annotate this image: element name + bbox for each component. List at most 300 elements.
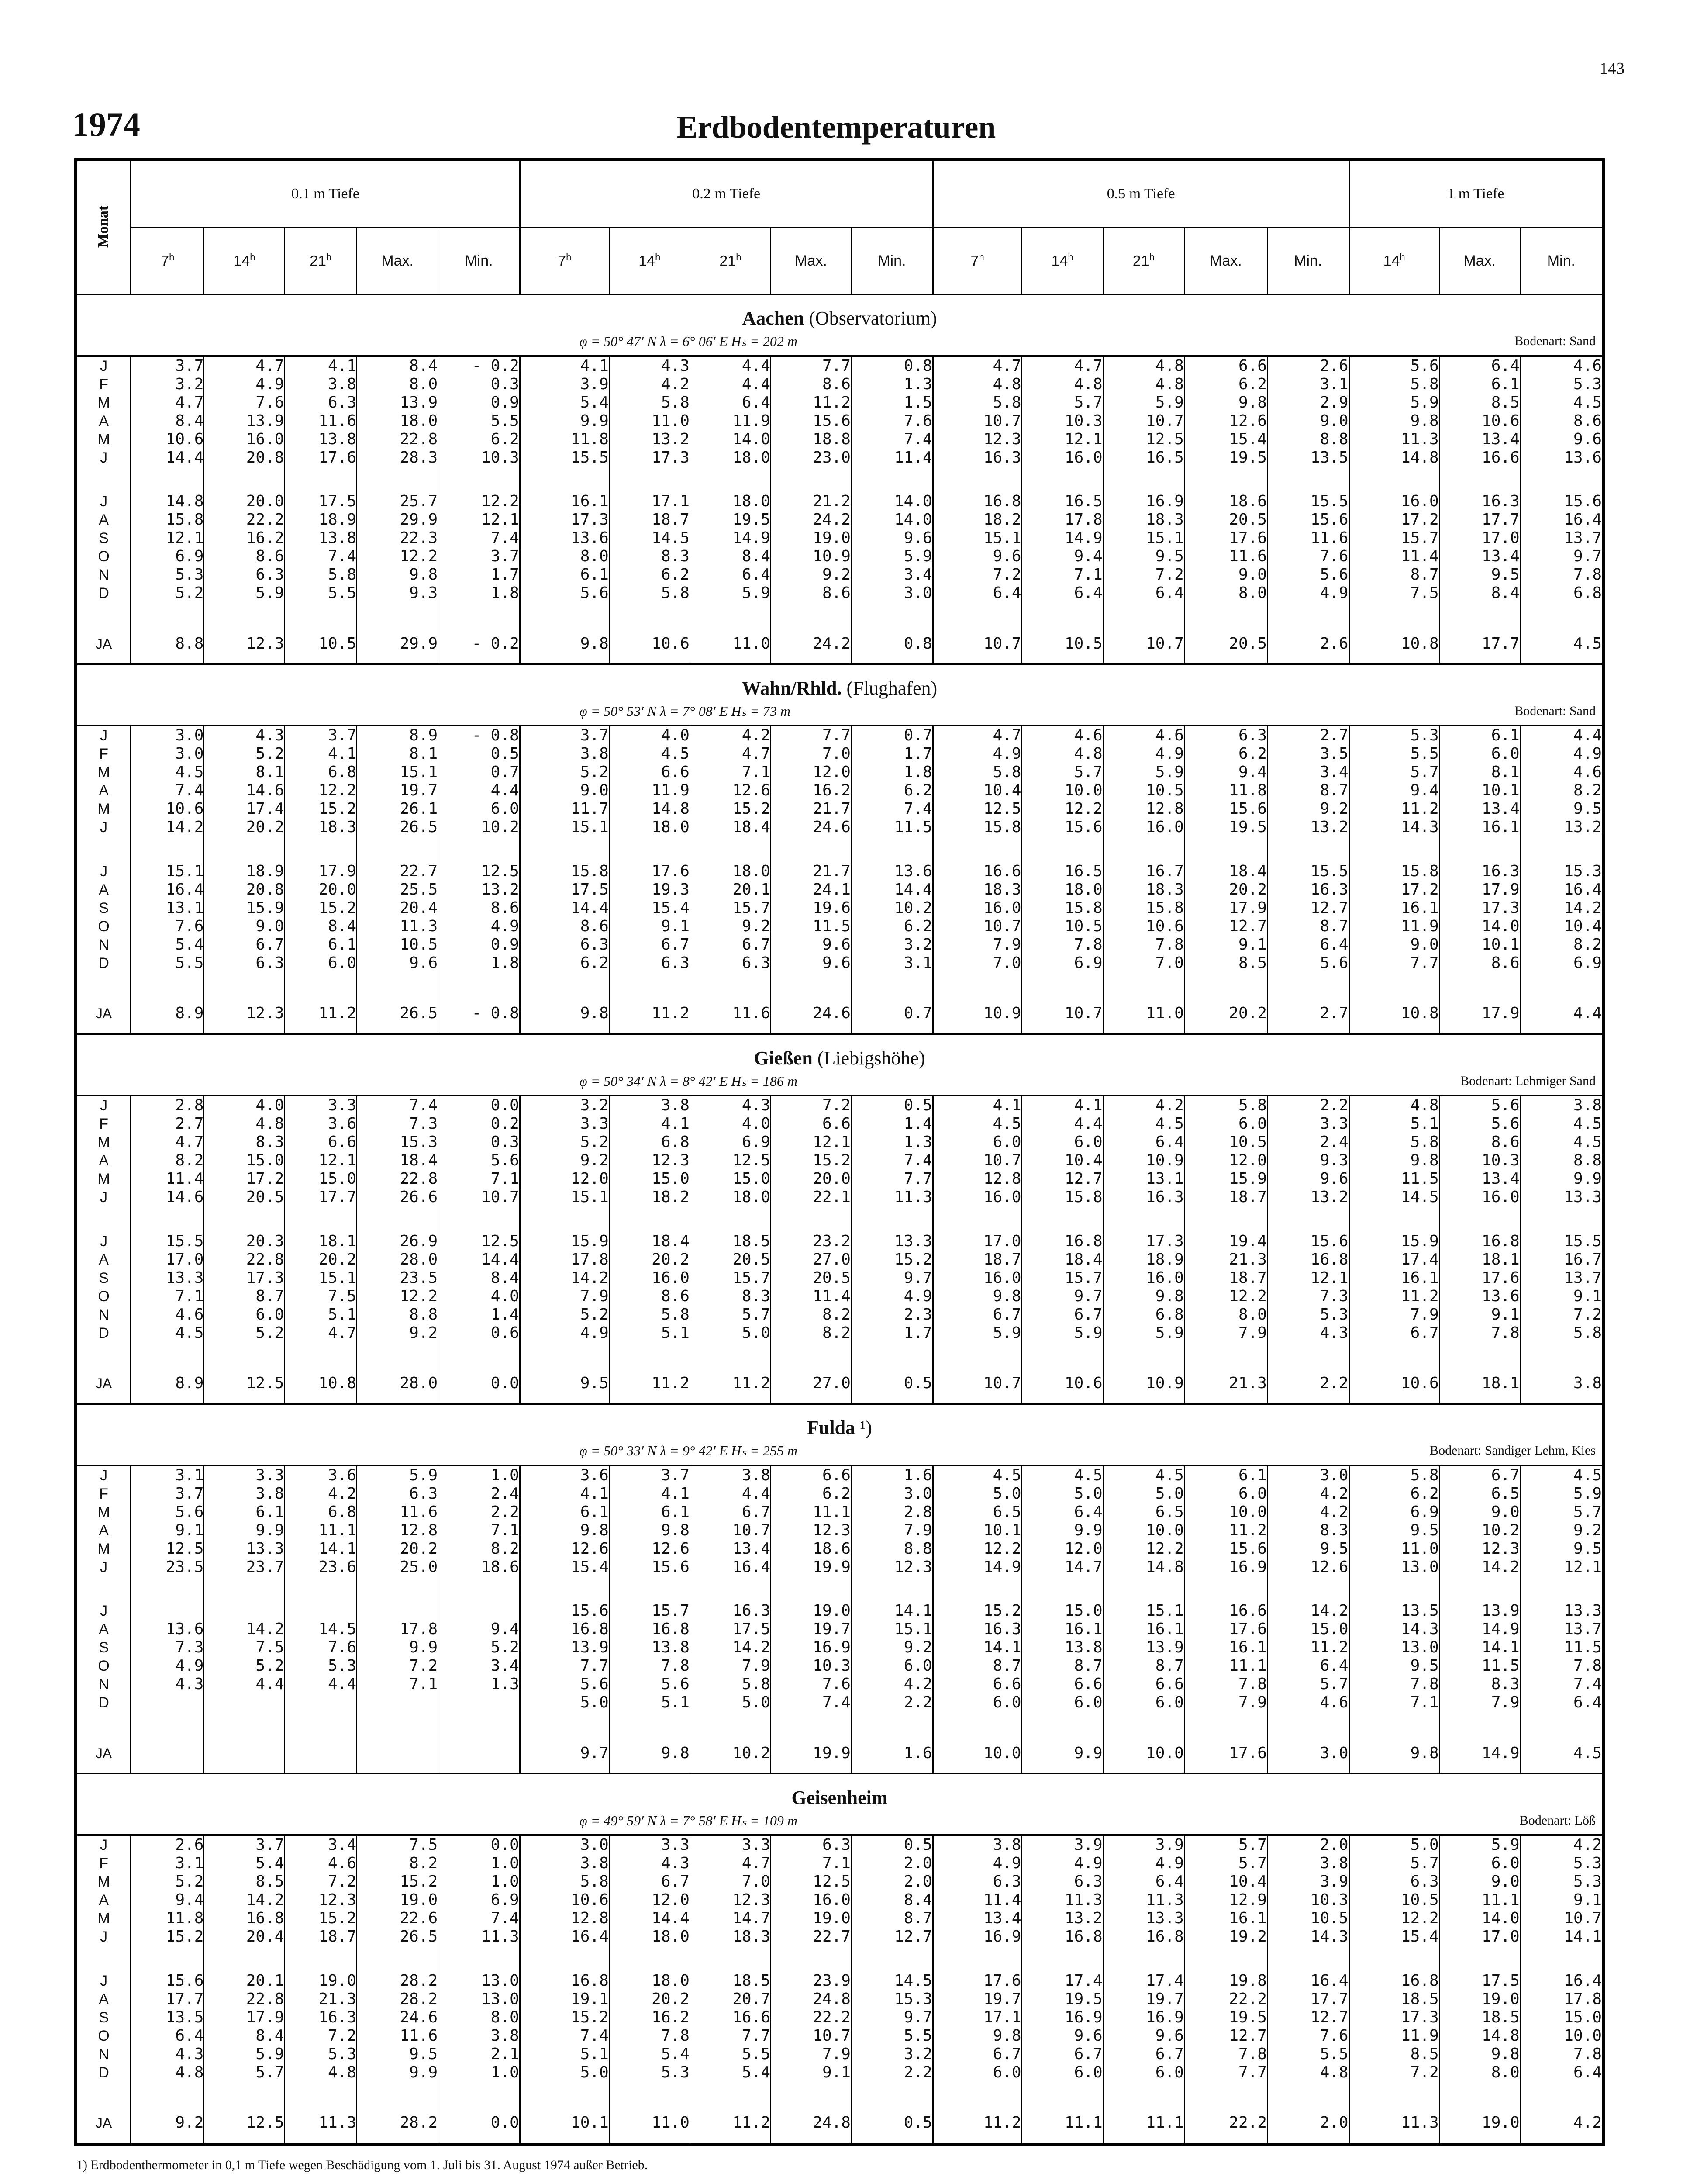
temperature-values: 4.4 4.9 4.6 8.2 9.5 13.2 [1520,726,1602,862]
annual-value: 0.8 [851,624,933,664]
temperature-values: 4.7 4.8 5.7 10.3 12.1 16.0 [1022,356,1103,493]
temperature-values: 3.9 4.9 6.3 11.3 13.2 16.8 [1022,1835,1103,1972]
temperature-values: 7.5 8.2 15.2 19.0 22.6 26.5 [357,1835,438,1972]
temperature-values: 5.3 5.5 5.7 9.4 11.2 14.3 [1349,726,1439,862]
annual-value: 10.6 [1022,1364,1103,1404]
temperature-values: 4.5 5.9 5.7 9.2 9.5 12.1 [1520,1465,1602,1602]
temperature-values: 12.5 14.4 8.4 4.0 1.4 0.6 [438,1232,520,1364]
temperature-values: 17.9 20.0 15.2 8.4 6.1 6.0 [284,862,357,994]
temperature-values: 16.3 17.9 17.3 14.0 10.1 8.6 [1439,862,1520,994]
temperature-values: 18.0 19.5 14.9 8.4 6.4 5.9 [690,492,771,624]
station-header-row [77,1404,1602,1439]
annual-value: 10.7 [1022,994,1103,1034]
annual-value: 11.2 [609,994,690,1034]
annual-value: 0.0 [438,1364,520,1404]
temperature-values: 2.0 3.8 3.9 10.3 10.5 14.3 [1267,1835,1349,1972]
month-labels: J F M A M J [77,1465,131,1602]
temperature-values: 15.1 16.1 13.9 8.7 6.6 6.0 [1103,1602,1184,1734]
temperature-values: 6.3 7.1 12.5 16.0 19.0 22.7 [771,1835,851,1972]
month-labels: J F M A M J [77,1835,131,1972]
temperature-values: 5.6 5.8 5.9 9.8 11.3 14.8 [1349,356,1439,493]
station-coords-row [77,329,1602,356]
station-name-suffix: (Flughafen) [846,677,938,699]
station-coordinates: φ = 50° 47′ N λ = 6° 06′ E Hₛ = 202 m [579,333,797,349]
station-name-suffix: (Observatorium) [809,308,937,329]
annual-value: 0.5 [851,1364,933,1404]
temperature-values: 3.3 4.3 6.7 12.0 14.4 18.0 [609,1835,690,1972]
temperature-values: 4.6 5.3 4.5 8.6 9.6 13.6 [1520,356,1602,493]
footnote: 1) Erdbodenthermometer in 0,1 m Tiefe wegen Beschädigung vom 1. Juli bis 31. August 1974 außer Betrieb. [76,2158,648,2172]
annual-value: 8.8 [131,624,204,664]
temperature-values: 15.6 16.8 12.1 7.3 5.3 4.3 [1267,1232,1349,1364]
station-header-row [77,294,1602,329]
month-labels: J A S O N D [77,1232,131,1364]
temperature-values: 1.6 3.0 2.8 7.9 8.8 12.3 [851,1465,933,1602]
temperature-values: 21.7 24.1 19.6 11.5 9.6 9.6 [771,862,851,994]
annual-value: 9.5 [520,1364,609,1404]
temperature-values: 9.4 5.2 3.4 1.3 [438,1602,520,1734]
column-header-min: Min. [851,228,933,295]
temperature-values: 20.0 22.2 16.2 8.6 6.3 5.9 [204,492,284,624]
column-header-hour: 21$^h$ [284,228,357,295]
months-jan-jun-row [77,1465,1602,1602]
annual-value: 21.3 [1184,1364,1267,1404]
soil-type: Bodenart: Lehmiger Sand [1460,1073,1596,1088]
temperature-values: 3.3 4.7 7.0 12.3 14.7 18.3 [690,1835,771,1972]
annual-value: 18.1 [1439,1364,1520,1404]
annual-value: 29.9 [357,624,438,664]
annual-label: JA [77,994,131,1034]
annual-label: JA [77,1364,131,1404]
station-coords-row [77,1809,1602,1835]
annual-value: 22.2 [1184,2103,1267,2143]
temperature-values: 5.8 6.2 6.9 9.5 11.0 13.0 [1349,1465,1439,1602]
annual-value: 12.3 [204,624,284,664]
temperature-values: 16.5 18.0 15.8 10.5 7.8 6.9 [1022,862,1103,994]
annual-value: 11.1 [1022,2103,1103,2143]
annual-value: 0.7 [851,994,933,1034]
temperature-values: 17.8 9.9 7.2 7.1 [357,1602,438,1734]
temperature-values: 4.2 5.3 5.3 9.1 10.7 14.1 [1520,1835,1602,1972]
temperature-values: 25.7 29.9 22.3 12.2 9.8 9.3 [357,492,438,624]
annual-value: 10.0 [1103,1734,1184,1774]
temperature-values: 3.7 4.1 6.8 12.2 15.2 18.3 [284,726,357,862]
temperature-values: 3.0 4.2 4.2 8.3 9.5 12.6 [1267,1465,1349,1602]
temperature-values: 14.2 7.5 5.2 4.4 [204,1602,284,1734]
temperature-values: 19.0 19.7 16.9 10.3 7.6 7.4 [771,1602,851,1734]
annual-value: 9.7 [520,1734,609,1774]
column-header-max: Max. [1184,228,1267,295]
temperature-values: 4.5 5.0 6.4 9.9 12.0 14.7 [1022,1465,1103,1602]
annual-value [204,1734,284,1774]
temperature-values: 16.4 17.7 12.7 7.6 5.5 4.8 [1267,1972,1349,2104]
annual-value: 11.0 [609,2103,690,2143]
temperature-values: 3.6 4.2 6.8 11.1 14.1 23.6 [284,1465,357,1602]
temperature-values: 13.6 7.3 4.9 4.3 [131,1602,204,1734]
page-number: 143 [1600,59,1624,78]
temperature-values: 15.5 16.3 12.7 8.7 6.4 5.6 [1267,862,1349,994]
temperature-table-frame [74,158,1605,2146]
temperature-values: 6.4 6.1 8.5 10.6 13.4 16.6 [1439,356,1520,493]
station-name-text: Fulda [807,1417,855,1439]
depth-header-1m: 1 m Tiefe [1349,161,1602,228]
temperature-values: 16.0 17.2 15.7 11.4 8.7 7.5 [1349,492,1439,624]
temperature-values: 2.7 3.5 3.4 8.7 9.2 13.2 [1267,726,1349,862]
temperature-values: 4.7 4.9 5.8 10.4 12.5 15.8 [933,726,1021,862]
depth-header-0-1m: 0.1 m Tiefe [131,161,520,228]
temperature-values: 17.5 18.9 13.8 7.4 5.8 5.5 [284,492,357,624]
month-labels: J A S O N D [77,862,131,994]
month-labels: J F M A M J [77,356,131,493]
annual-value: 28.0 [357,1364,438,1404]
annual-value: 10.8 [284,1364,357,1404]
temperature-values: 18.5 20.7 16.6 7.7 5.5 5.4 [690,1972,771,2104]
temperature-values: 18.4 20.2 17.9 12.7 9.1 8.5 [1184,862,1267,994]
temperature-values: 16.5 17.8 14.9 9.4 7.1 6.4 [1022,492,1103,624]
temperature-values: 16.8 18.4 15.7 9.7 6.7 5.9 [1022,1232,1103,1364]
temperature-values: 3.7 5.4 8.5 14.2 16.8 20.4 [204,1835,284,1972]
months-jan-jun-row [77,726,1602,862]
annual-value: 11.2 [690,2103,771,2143]
soil-type: Bodenart: Sandiger Lehm, Kies [1430,1443,1596,1458]
annual-value: 12.3 [204,994,284,1034]
months-jan-jun-row [77,1835,1602,1972]
station-name-suffix: (Liebigshöhe) [817,1047,925,1069]
annual-value [357,1734,438,1774]
annual-value: 9.8 [520,994,609,1034]
station-coordinates: φ = 50° 33′ N λ = 9° 42′ E Hₛ = 255 m [579,1443,797,1459]
station-name [77,1773,1602,1808]
temperature-values: 16.8 18.2 15.1 9.6 7.2 6.4 [933,492,1021,624]
temperature-values: 18.4 20.2 16.0 8.6 5.8 5.1 [609,1232,690,1364]
temperature-values: 23.2 27.0 20.5 11.4 8.2 8.2 [771,1232,851,1364]
annual-value: 27.0 [771,1364,851,1404]
temperature-values: 0.7 1.7 1.8 6.2 7.4 11.5 [851,726,933,862]
temperature-values: 13.9 14.9 14.1 11.5 8.3 7.9 [1439,1602,1520,1734]
annual-value: 10.6 [609,624,690,664]
temperature-values: 0.5 1.4 1.3 7.4 7.7 11.3 [851,1095,933,1232]
annual-value: 10.5 [1022,624,1103,664]
station-coordinates: φ = 50° 53′ N λ = 7° 08′ E Hₛ = 73 m [579,703,790,719]
annual-value: 2.0 [1267,2103,1349,2143]
temperature-values: 4.7 4.9 7.6 13.9 16.0 20.8 [204,356,284,493]
station-name-text: Wahn/Rhld. [742,677,842,699]
temperature-values: 4.5 5.0 6.5 10.0 12.2 14.8 [1103,1465,1184,1602]
annual-value: 17.7 [1439,624,1520,664]
annual-value: 11.0 [1103,994,1184,1034]
temperature-values: 2.6 3.1 5.2 9.4 11.8 15.2 [131,1835,204,1972]
temperature-values: 5.0 5.7 6.3 10.5 12.2 15.4 [1349,1835,1439,1972]
temperature-values: 4.7 4.8 5.8 10.7 12.3 16.3 [933,356,1021,493]
temperature-values: 15.8 17.5 14.4 8.6 6.3 6.2 [520,862,609,994]
annual-value: 3.8 [1520,1364,1602,1404]
annual-value: 2.2 [1267,1364,1349,1404]
station-coords-row [77,1069,1602,1095]
temperature-values: 3.8 4.5 4.5 8.8 9.9 13.3 [1520,1095,1602,1232]
months-jul-dec-row [77,862,1602,994]
annual-value: 2.6 [1267,624,1349,664]
annual-value: 14.9 [1439,1734,1520,1774]
annual-value: 11.1 [1103,2103,1184,2143]
temperature-values: 3.7 3.8 5.2 9.0 11.7 15.1 [520,726,609,862]
temperature-values: 18.0 20.1 15.7 9.2 6.7 6.3 [690,862,771,994]
temperature-values: 3.8 4.1 6.8 12.3 15.0 18.2 [609,1095,690,1232]
station-name [77,664,1602,699]
temperature-values: 4.2 4.5 6.4 10.9 13.1 16.3 [1103,1095,1184,1232]
temperature-values: 4.4 4.4 6.4 11.9 14.0 18.0 [690,356,771,493]
column-header-hour: 14$^h$ [204,228,284,295]
month-labels: J F M A M J [77,726,131,862]
column-header-row [77,228,1602,295]
temperature-values: 14.5 15.3 9.7 5.5 3.2 2.2 [851,1972,933,2104]
temperature-values: 20.3 22.8 17.3 8.7 6.0 5.2 [204,1232,284,1364]
annual-value: 3.0 [1267,1734,1349,1774]
temperature-values: 3.8 4.9 6.3 11.4 13.4 16.9 [933,1835,1021,1972]
temperature-values: 4.3 4.2 5.8 11.0 13.2 17.3 [609,356,690,493]
months-jul-dec-row [77,1232,1602,1364]
temperature-values: 4.8 5.1 5.8 9.8 11.5 14.5 [1349,1095,1439,1232]
annual-value [131,1734,204,1774]
station-coords-row [77,1439,1602,1465]
column-header-hour: 14$^h$ [1349,228,1439,295]
temperature-values: 18.9 20.8 15.9 9.0 6.7 6.3 [204,862,284,994]
temperature-values: 18.0 20.2 16.2 7.8 5.4 5.3 [609,1972,690,2104]
annual-value: 24.6 [771,994,851,1034]
temperature-values: - 0.2 0.3 0.9 5.5 6.2 10.3 [438,356,520,493]
temperature-table [77,161,1602,2143]
station-name [77,1034,1602,1069]
annual-summary-row [77,1734,1602,1774]
temperature-values: 3.7 4.1 6.1 9.8 12.6 15.6 [609,1465,690,1602]
temperature-values: 15.7 16.8 13.8 7.8 5.6 5.1 [609,1602,690,1734]
months-jul-dec-row [77,1602,1602,1734]
temperature-values: 0.8 1.3 1.5 7.6 7.4 11.4 [851,356,933,493]
temperature-values: 15.9 17.8 14.2 7.9 5.2 4.9 [520,1232,609,1364]
temperature-values: 23.9 24.8 22.2 10.7 7.9 9.1 [771,1972,851,2104]
temperature-values: 8.9 8.1 15.1 19.7 26.1 26.5 [357,726,438,862]
temperature-values: 15.5 17.0 13.3 7.1 4.6 4.5 [131,1232,204,1364]
temperature-values: 0.5 2.0 2.0 8.4 8.7 12.7 [851,1835,933,1972]
annual-value: 9.8 [1349,1734,1439,1774]
station-name [77,294,1602,329]
annual-value: 10.7 [1103,624,1184,664]
annual-value: 11.2 [690,1364,771,1404]
temperature-values: 18.6 20.5 17.6 11.6 9.0 8.0 [1184,492,1267,624]
temperature-values: 20.1 22.8 17.9 8.4 5.9 5.7 [204,1972,284,2104]
station-name-suffix: ¹) [860,1417,872,1439]
annual-value: 11.0 [690,624,771,664]
annual-value: 8.9 [131,994,204,1034]
column-header-min: Min. [438,228,520,295]
temperature-values: 17.6 19.3 15.4 9.1 6.7 6.3 [609,862,690,994]
annual-value: 10.9 [1103,1364,1184,1404]
annual-value: 11.6 [690,994,771,1034]
temperature-values: 13.3 13.7 11.5 7.8 7.4 6.4 [1520,1602,1602,1734]
annual-value: 10.7 [933,1364,1021,1404]
station-name [77,1404,1602,1439]
station-coordinates: φ = 49° 59′ N λ = 7° 58′ E Hₛ = 109 m [579,1812,797,1828]
station-coordinates: φ = 50° 34′ N λ = 8° 42′ E Hₛ = 186 m [579,1073,797,1089]
temperature-values: 4.0 4.8 8.3 15.0 17.2 20.5 [204,1095,284,1232]
temperature-values: 13.0 13.0 8.0 3.8 2.1 1.0 [438,1972,520,2104]
station-name-text: Gießen [754,1047,813,1069]
temperature-values: 6.6 6.2 9.8 12.6 15.4 19.5 [1184,356,1267,493]
annual-value: 10.8 [1349,624,1439,664]
temperature-values: 14.0 14.0 9.6 5.9 3.4 3.0 [851,492,933,624]
annual-summary-row [77,994,1602,1034]
temperature-values: 3.7 3.2 4.7 8.4 10.6 14.4 [131,356,204,493]
column-header-hour: 14$^h$ [609,228,690,295]
temperature-values: 14.2 15.0 11.2 6.4 5.7 4.6 [1267,1602,1349,1734]
column-header-max: Max. [771,228,851,295]
column-header-hour: 7$^h$ [520,228,609,295]
temperature-values: 3.2 3.3 5.2 9.2 12.0 15.1 [520,1095,609,1232]
annual-value: 0.5 [851,2103,933,2143]
annual-value: - 0.8 [438,994,520,1034]
temperature-values: 6.6 6.2 11.1 12.3 18.6 19.9 [771,1465,851,1602]
temperature-values: 13.6 14.4 10.2 6.2 3.2 3.1 [851,862,933,994]
annual-value: 11.3 [1349,2103,1439,2143]
annual-value: 4.5 [1520,1734,1602,1774]
annual-value: 19.9 [771,1734,851,1774]
temperature-values: 1.0 2.4 2.2 7.1 8.2 18.6 [438,1465,520,1602]
temperature-values: 3.0 3.0 4.5 7.4 10.6 14.2 [131,726,204,862]
temperature-values: 0.0 1.0 1.0 6.9 7.4 11.3 [438,1835,520,1972]
temperature-values: 15.6 16.8 13.9 7.7 5.6 5.0 [520,1602,609,1734]
temperature-values: 8.4 8.0 13.9 18.0 22.8 28.3 [357,356,438,493]
annual-value: 10.9 [933,994,1021,1034]
column-header-max: Max. [357,228,438,295]
soil-type: Bodenart: Löß [1519,1813,1596,1828]
temperature-values: 16.9 18.3 15.1 9.5 7.2 6.4 [1103,492,1184,624]
annual-value: 4.2 [1520,2103,1602,2143]
column-header-hour: 21$^h$ [690,228,771,295]
temperature-values: 5.9 6.0 9.0 11.1 14.0 17.0 [1439,1835,1520,1972]
temperature-values: 15.5 15.6 11.6 7.6 5.6 4.9 [1267,492,1349,624]
annual-value: 10.2 [690,1734,771,1774]
annual-value: 10.0 [933,1734,1021,1774]
temperature-values: 16.1 17.3 13.6 8.0 6.1 5.6 [520,492,609,624]
temperature-values: 15.6 16.4 13.7 9.7 7.8 6.8 [1520,492,1602,624]
temperature-values: 28.2 28.2 24.6 11.6 9.5 9.9 [357,1972,438,2104]
temperature-values: 13.5 14.3 13.0 9.5 7.8 7.1 [1349,1602,1439,1734]
annual-value: 12.5 [204,1364,284,1404]
depth-header-row [77,161,1602,228]
temperature-values: 3.8 4.4 6.7 10.7 13.4 16.4 [690,1465,771,1602]
temperature-values: 6.1 6.0 10.0 11.2 15.6 16.9 [1184,1465,1267,1602]
annual-value [438,1734,520,1774]
temperature-values: 5.7 5.7 10.4 12.9 16.1 19.2 [1184,1835,1267,1972]
temperature-values: 2.8 2.7 4.7 8.2 11.4 14.6 [131,1095,204,1232]
months-jan-jun-row [77,1095,1602,1232]
annual-value: 11.2 [284,994,357,1034]
annual-value: 11.2 [933,2103,1021,2143]
temperature-values: 3.0 3.8 5.8 10.6 12.8 16.4 [520,1835,609,1972]
temperature-values: 19.4 21.3 18.7 12.2 8.0 7.9 [1184,1232,1267,1364]
temperature-values: 4.1 3.9 5.4 9.9 11.8 15.5 [520,356,609,493]
temperature-values: 4.6 4.8 5.7 10.0 12.2 15.6 [1022,726,1103,862]
annual-value: 0.0 [438,2103,520,2143]
temperature-values: 19.8 22.2 19.5 12.7 7.8 7.7 [1184,1972,1267,2104]
month-labels: J F M A M J [77,1095,131,1232]
column-header-hour: 21$^h$ [1103,228,1184,295]
annual-value: 4.5 [1520,624,1602,664]
annual-value: 12.5 [204,2103,284,2143]
temperature-values: 16.3 17.7 17.0 13.4 9.5 8.4 [1439,492,1520,624]
month-column-header: Monat [77,161,131,294]
annual-summary-row [77,2103,1602,2143]
temperature-values: 4.2 4.7 7.1 12.6 15.2 18.4 [690,726,771,862]
page-title: Erdbodentemperaturen [676,110,996,145]
annual-value: 11.2 [609,1364,690,1404]
annual-value: 24.8 [771,2103,851,2143]
annual-value: 10.6 [1349,1364,1439,1404]
temperature-values: 3.3 3.6 6.6 12.1 15.0 17.7 [284,1095,357,1232]
column-header-hour: 14$^h$ [1022,228,1103,295]
station-coords-row [77,699,1602,726]
temperature-values: 7.7 8.6 11.2 15.6 18.8 23.0 [771,356,851,493]
annual-value: 9.2 [131,2103,204,2143]
temperature-values: 17.0 18.7 16.0 9.8 6.7 5.9 [933,1232,1021,1364]
temperature-values: 7.2 6.6 12.1 15.2 20.0 22.1 [771,1095,851,1232]
soil-type: Bodenart: Sand [1514,704,1596,718]
annual-value: 8.9 [131,1364,204,1404]
temperature-values: 26.9 28.0 23.5 12.2 8.8 9.2 [357,1232,438,1364]
annual-label: JA [77,2103,131,2143]
depth-header-0-2m: 0.2 m Tiefe [520,161,933,228]
temperature-values: 16.8 18.5 17.3 11.9 8.5 7.2 [1349,1972,1439,2104]
temperature-values: 17.6 19.7 17.1 9.8 6.7 6.0 [933,1972,1021,2104]
annual-value: 2.7 [1267,994,1349,1034]
month-labels: J A S O N D [77,492,131,624]
temperature-values: 14.8 15.8 12.1 6.9 5.3 5.2 [131,492,204,624]
annual-value: 10.1 [520,2103,609,2143]
temperature-values: 3.1 3.7 5.6 9.1 12.5 23.5 [131,1465,204,1602]
temperature-values: 4.1 4.5 6.0 10.7 12.8 16.0 [933,1095,1021,1232]
temperature-values: 15.5 16.7 13.7 9.1 7.2 5.8 [1520,1232,1602,1364]
temperature-values: 6.3 6.2 9.4 11.8 15.6 19.5 [1184,726,1267,862]
annual-value: 19.0 [1439,2103,1520,2143]
temperature-values: 5.8 6.0 10.5 12.0 15.9 18.7 [1184,1095,1267,1232]
annual-label: JA [77,1734,131,1774]
annual-value: 10.8 [1349,994,1439,1034]
column-header-hour: 7$^h$ [933,228,1021,295]
column-header-max: Max. [1439,228,1520,295]
annual-value: 28.2 [357,2103,438,2143]
temperature-values: 17.3 18.9 16.0 9.8 6.8 5.9 [1103,1232,1184,1364]
temperature-values: 16.8 18.1 17.6 13.6 9.1 7.8 [1439,1232,1520,1364]
station-name-text: Geisenheim [791,1787,888,1808]
temperature-values: 18.1 20.2 15.1 7.5 5.1 4.7 [284,1232,357,1364]
temperature-values: 13.3 15.2 9.7 4.9 2.3 1.7 [851,1232,933,1364]
annual-value: 9.8 [609,1734,690,1774]
temperature-values: 15.6 17.7 13.5 6.4 4.3 4.8 [131,1972,204,2104]
station-header-row [77,1773,1602,1808]
annual-value: 9.9 [1022,1734,1103,1774]
temperature-values: 0.0 0.2 0.3 5.6 7.1 10.7 [438,1095,520,1232]
temperature-values: 16.7 18.3 15.8 10.6 7.8 7.0 [1103,862,1184,994]
temperature-values: 12.2 12.1 7.4 3.7 1.7 1.8 [438,492,520,624]
temperature-values: 7.4 7.3 15.3 18.4 22.8 26.6 [357,1095,438,1232]
temperature-values: 16.3 17.5 14.2 7.9 5.8 5.0 [690,1602,771,1734]
annual-summary-row [77,1364,1602,1404]
annual-value: 11.3 [284,2103,357,2143]
station-header-row [77,1034,1602,1069]
temperature-values: 3.6 4.1 6.1 9.8 12.6 15.4 [520,1465,609,1602]
column-header-min: Min. [1267,228,1349,295]
annual-summary-row [77,624,1602,664]
annual-value: 17.9 [1439,994,1520,1034]
